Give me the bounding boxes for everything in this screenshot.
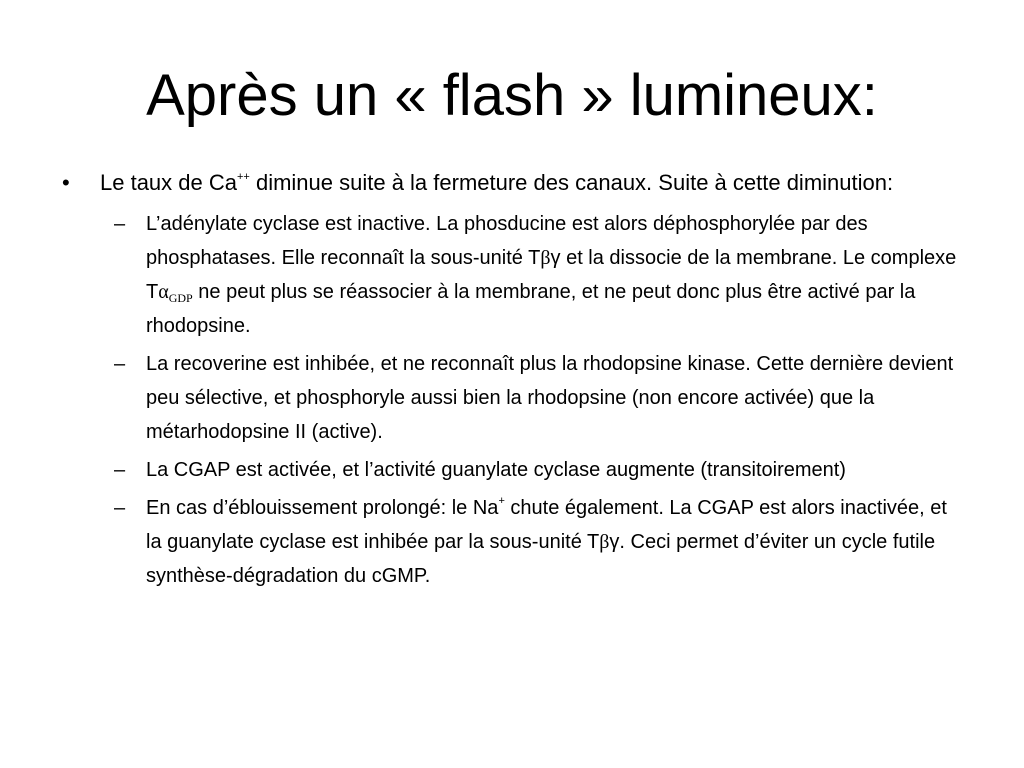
sub-bullet-text-continued: chute également. La CGAP est alors inactivée, et la guanylate cyclase est inhibée par la sous-unité T — [146, 497, 947, 553]
bullet-point-calcium — [62, 166, 962, 199]
greek-beta: β — [540, 247, 551, 269]
sub-bullet-eblouissement — [62, 491, 962, 593]
dash-icon: – — [114, 497, 126, 519]
sub-bullet-adenylate-cyclase — [62, 207, 962, 343]
sub-bullet-text-end: γ. Ceci permet d’éviter un cycle futile synthèse-dégradation du cGMP. — [146, 531, 936, 587]
sub-bullet-text: En cas d’éblouissement prolongé: le Na — [146, 497, 499, 519]
dash-icon: – — [114, 213, 126, 235]
bullet-text-continued: diminue suite à la fermeture des canaux. Suite à cette diminution: — [249, 170, 894, 195]
subscript-gdp: GDP — [168, 291, 193, 305]
sub-bullet-cgap — [62, 453, 962, 487]
sub-bullet-list — [62, 207, 962, 593]
sub-bullet-text-continued: γ et la dissocie de la membrane. Le complexe T — [146, 247, 957, 303]
slide-body — [62, 166, 962, 597]
greek-alpha: α — [158, 281, 169, 303]
sub-bullet-recoverine — [62, 347, 962, 449]
slide-title: Après un « flash » lumineux: — [146, 63, 878, 128]
dash-icon: – — [114, 353, 126, 375]
sub-bullet-text: L’adénylate cyclase est inactive. La phosducine est alors déphosphorylée par des phosphatases. Elle reconnaît la sous-unité T — [146, 213, 868, 269]
bullet-icon: • — [62, 170, 70, 195]
greek-beta: β — [599, 531, 610, 553]
sub-bullet-text: La CGAP est activée, et l’activité guanylate cyclase augmente (transitoirement) — [146, 459, 846, 481]
superscript-charge: ++ — [236, 171, 250, 183]
bullet-text: Le taux de Ca — [100, 170, 237, 195]
sub-bullet-text: La recoverine est inhibée, et ne reconnaît plus la rhodopsine kinase. Cette dernière devient peu sélective, et phosphoryle aussi bien la rhodopsine (non encore activée) que la métarhodopsine II (active). — [146, 353, 954, 443]
superscript-charge: + — [498, 495, 505, 507]
sub-bullet-text-end: ne peut plus se réassocier à la membrane, et ne peut donc plus être activé par la rhodopsine. — [146, 281, 916, 337]
dash-icon: – — [114, 459, 126, 481]
